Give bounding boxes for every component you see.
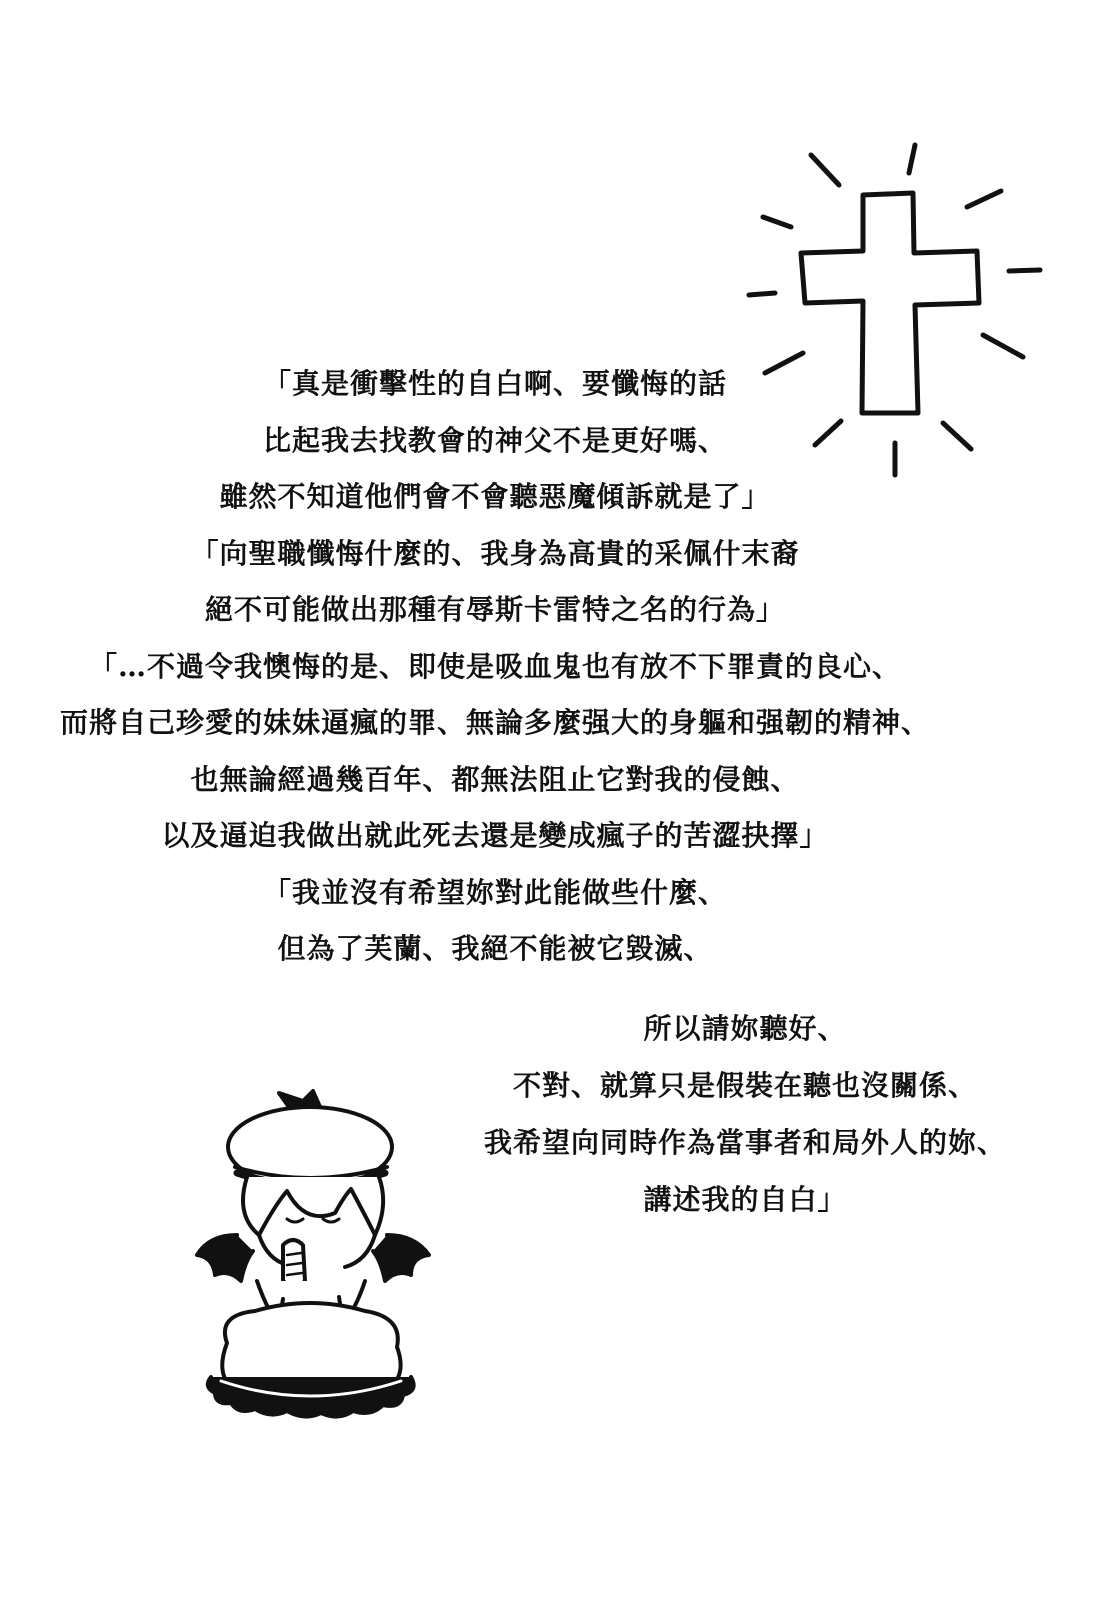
dialogue-block-right — [440, 1000, 1050, 1228]
dialogue-line: 比起我去找教會的神父不是更好嗎、 — [262, 423, 727, 457]
dialogue-block-main — [0, 356, 990, 978]
dialogue-line: 「真是衝擊性的自白啊、要懺悔的話 — [262, 367, 727, 400]
dialogue-line: 也無論經過幾百年、都無法阻止它對我的侵蝕、 — [190, 762, 800, 796]
dialogue-line: 講述我的自白」 — [643, 1183, 847, 1216]
dialogue-line: 「…不過令我懊悔的是、即使是吸血鬼也有放不下罪責的良心、 — [88, 649, 901, 683]
dialogue-line: 所以請妳聽好、 — [643, 1012, 847, 1045]
dialogue-line: 而將自己珍愛的妹妹逼瘋的罪、無論多麼强大的身軀和强韌的精神、 — [59, 706, 930, 739]
dialogue-line: 絕不可能做出那種有辱斯卡雷特之名的行為」 — [204, 593, 785, 626]
dialogue-line: 我希望向同時作為當事者和局外人的妳、 — [483, 1126, 1006, 1159]
dialogue-line: 雖然不知道他們會不會聽惡魔傾訴就是了」 — [219, 480, 771, 513]
dialogue-line: 不對、就算只是假裝在聽也沒關係、 — [512, 1069, 977, 1102]
dialogue-line: 但為了芙蘭、我絕不能被它毀滅、 — [277, 932, 713, 965]
dialogue-line: 以及逼迫我做出就此死去還是變成瘋子的苦澀抉擇」 — [161, 819, 829, 852]
dialogue-line: 「我並沒有希望妳對此能做些什麼、 — [262, 875, 727, 909]
praying-vampire-chibi — [175, 1085, 455, 1425]
dialogue-line: 「向聖職懺悔什麼的、我身為高貴的采佩什末裔 — [190, 536, 800, 570]
